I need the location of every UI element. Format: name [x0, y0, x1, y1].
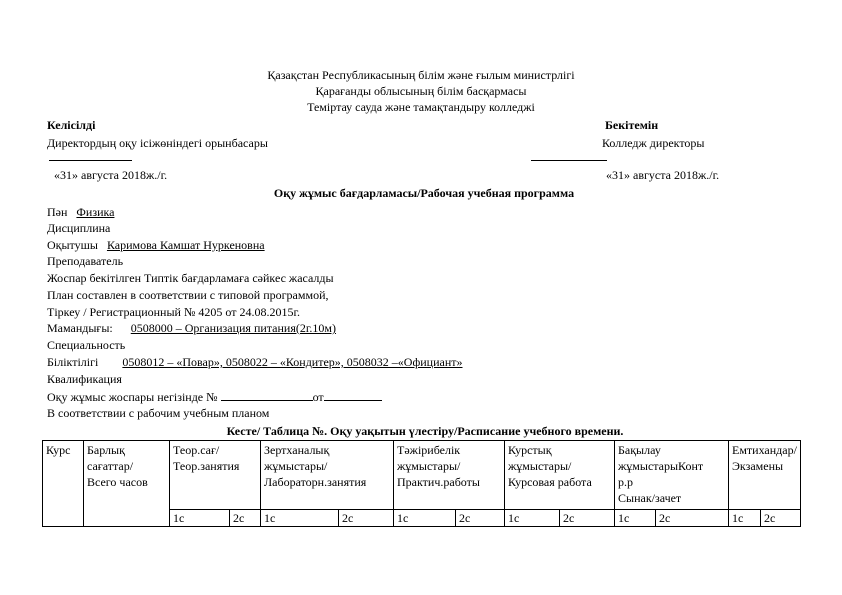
sem-cell: 2с [560, 510, 615, 527]
document-title: Оқу жұмыс бағдарламасы/Рабочая учебная программа [273, 186, 575, 200]
header-total-line: Всего часов [87, 475, 148, 489]
registration-number: Тіркеу / Регистрационный № 4205 от 24.08.2015г. [47, 305, 301, 319]
sem-cell: 2с [230, 510, 261, 527]
right-signature-line [531, 160, 607, 161]
qualification-row [47, 355, 463, 369]
sem-cell: 2с [761, 510, 801, 527]
specialty-ru-label: Специальность [47, 338, 126, 352]
sem-cell: 1с [170, 510, 230, 527]
header-coursework [505, 441, 615, 510]
header-control [615, 441, 729, 510]
header-course-line: Курс [46, 443, 71, 457]
header-exams-line: Экзамены [732, 459, 784, 473]
header-practical-line: Тәжірибелік [397, 443, 461, 457]
qualification-label: Біліктілігі [47, 355, 99, 369]
workplan-row [47, 389, 382, 404]
table-caption: Кесте/ Таблица №. Оқу уақытын үлестіру/Расписание учебного времени. [226, 424, 624, 438]
workplan-number-blank [221, 389, 313, 401]
header-lab-line: жұмыстары/ [264, 459, 328, 473]
header-total [84, 441, 170, 527]
header-course [43, 441, 84, 527]
program-ru: План составлен в соответствии с типовой программой, [47, 288, 329, 302]
sem-cell: 2с [656, 510, 729, 527]
header-theory-line: Теор.сағ/ [173, 443, 220, 457]
college-director-position: Колледж директоры [602, 136, 705, 150]
sem-cell: 2с [339, 510, 394, 527]
header-lab-line: Зертханалық [264, 443, 330, 457]
header-total-line: сағаттар/ [87, 459, 134, 473]
workplan-date-blank [324, 389, 382, 401]
discipline-label: Дисциплина [47, 221, 111, 235]
qualification-ru-label: Квалификация [47, 372, 122, 386]
header-control-line: р.р [618, 475, 633, 489]
qualification-value: 0508012 – «Повар», 0508022 – «Кондитер», 0508032 –«Официант» [122, 355, 463, 369]
subject-value: Физика [76, 205, 115, 219]
ministry-title: Қазақстан Республикасының білім және ғылым министрлігі [267, 68, 575, 82]
left-approval-date: «31» августа 2018ж./г. [54, 168, 168, 182]
subject-label: Пән [47, 205, 68, 219]
workplan-ru: В соответствии с рабочим учебным планом [47, 406, 270, 420]
header-practical-line: жұмыстары/ [397, 459, 461, 473]
sem-cell: 1с [505, 510, 560, 527]
header-practical-line: Практич.работы [397, 475, 480, 489]
header-exams-line: Емтихандар/ [732, 443, 797, 457]
teacher-label: Оқытушы [47, 238, 98, 252]
teacher-row [47, 238, 265, 252]
header-coursework-line: Курсовая работа [508, 475, 592, 489]
header-coursework-line: Курстық [508, 443, 552, 457]
schedule-table [42, 440, 801, 527]
header-coursework-line: жұмыстары/ [508, 459, 572, 473]
subject-row [47, 205, 114, 219]
workplan-prefix: Оқу жұмыс жоспары негізінде № [47, 390, 218, 404]
sem-cell: 1с [261, 510, 339, 527]
header-practical [394, 441, 505, 510]
department-title: Қарағанды облысының білім басқармасы [315, 84, 527, 98]
left-signature-line [49, 160, 132, 161]
header-lab [261, 441, 394, 510]
header-total-line: Барлық [87, 443, 125, 457]
approve-label: Бекітемін [605, 118, 659, 132]
specialty-value: 0508000 – Организация питания(2г.10м) [130, 321, 337, 335]
agreed-label: Келісілді [47, 118, 96, 132]
header-lab-line: Лабораторн.занятия [264, 475, 367, 489]
header-control-line: Сынак/зачет [618, 491, 682, 505]
header-control-line: Бақылау [618, 443, 661, 457]
header-theory-line: Теор.занятия [173, 459, 240, 473]
header-exams [729, 441, 801, 510]
sem-cell: 2с [456, 510, 505, 527]
program-kz: Жоспар бекітілген Типтік бағдарламаға сәйкес жасалды [47, 271, 334, 285]
sem-cell: 1с [394, 510, 456, 527]
right-approval-date: «31» августа 2018ж./г. [606, 168, 720, 182]
specialty-row [47, 321, 336, 335]
teacher-ru-label: Преподаватель [47, 254, 124, 268]
header-theory [170, 441, 261, 510]
sem-cell: 1с [615, 510, 656, 527]
workplan-from: от [312, 390, 324, 404]
header-control-line: жұмыстарыКонт [618, 459, 704, 473]
sem-cell: 1с [729, 510, 761, 527]
college-title: Теміртау сауда және тамақтандыру колледжі [307, 100, 535, 114]
specialty-label: Мамандығы: [47, 321, 113, 335]
deputy-director-position: Директордың оқу ісіжөніндегі орынбасары [47, 136, 268, 150]
table-header-row [43, 441, 801, 510]
teacher-value: Каримова Камшат Нуркеновна [106, 238, 265, 252]
